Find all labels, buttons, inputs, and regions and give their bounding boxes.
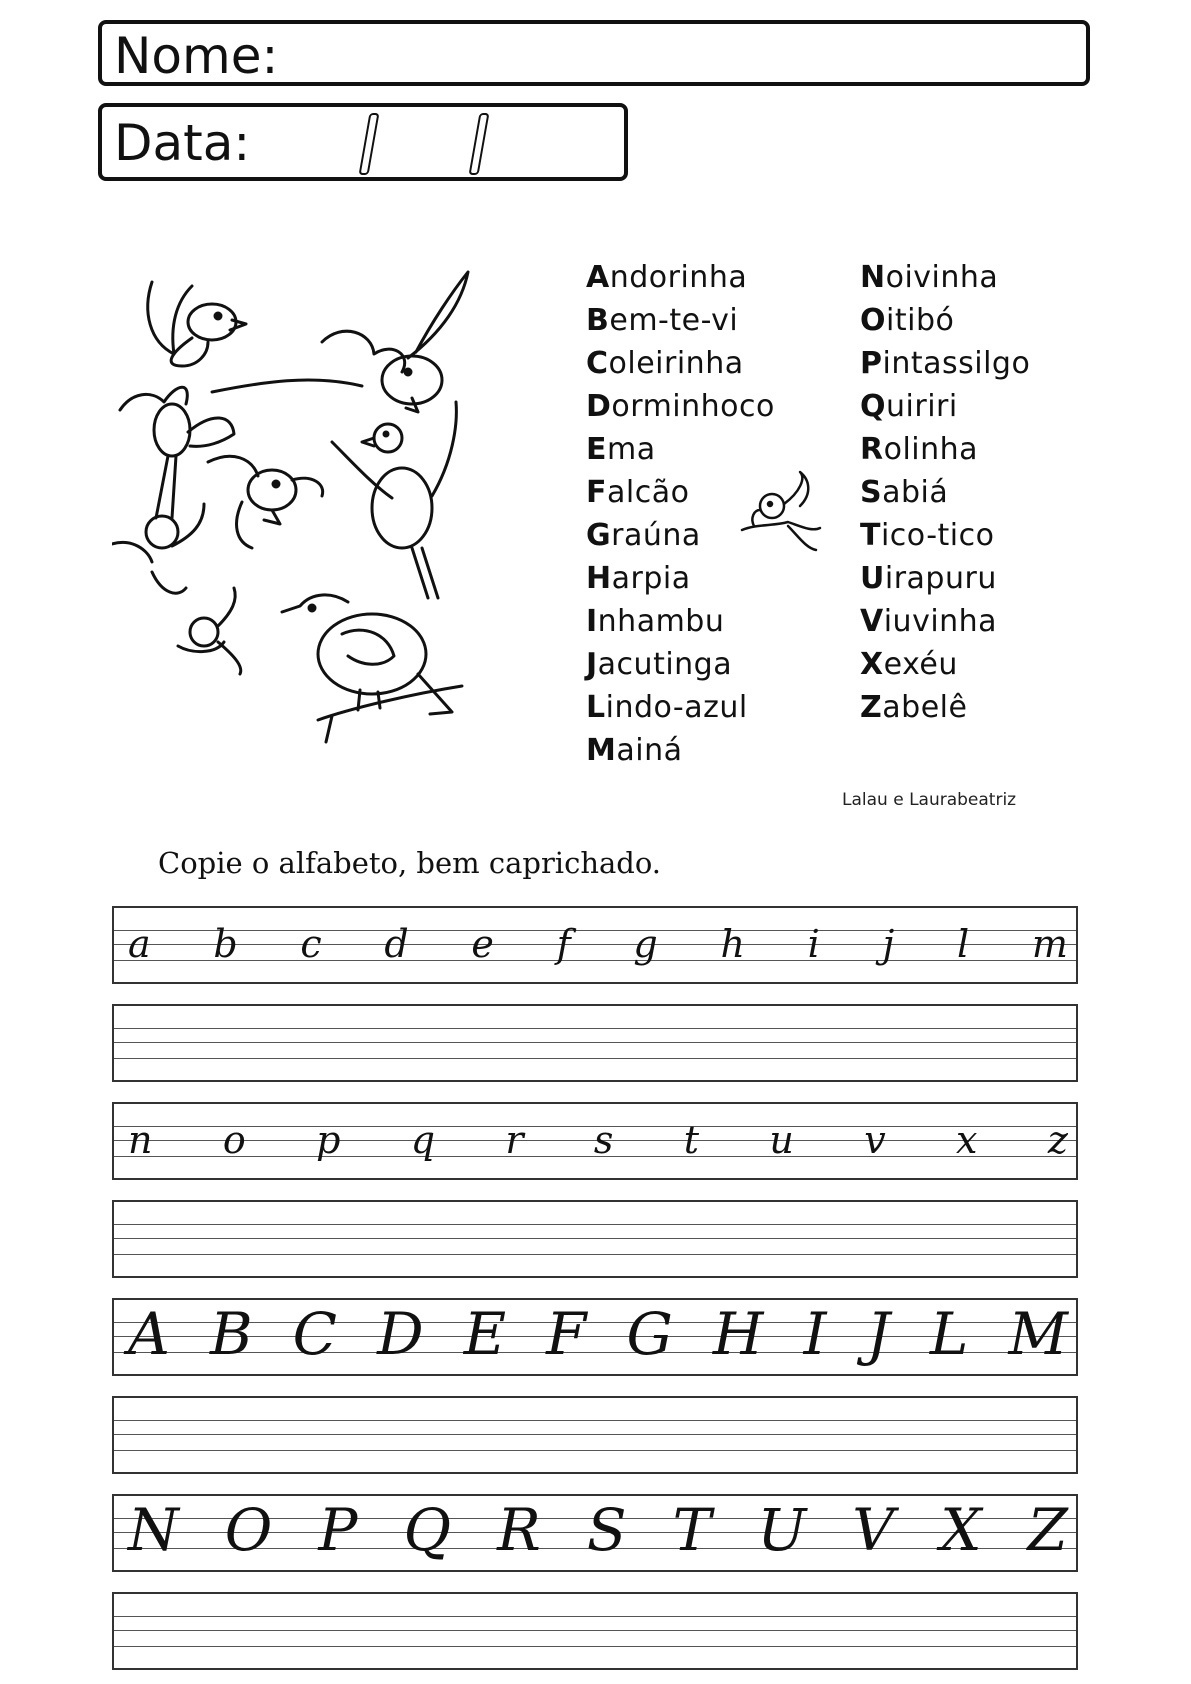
alphabet-letter: c: [300, 922, 322, 966]
alphabet-letter: h: [720, 922, 745, 966]
alphabet-letter: t: [683, 1118, 700, 1162]
bird-on-branch: [282, 595, 462, 742]
bird-left-middle: [120, 387, 234, 518]
date-label: Data:: [114, 114, 251, 172]
alphabet-upper-2: [128, 1496, 1068, 1574]
alphabet-letter: X: [940, 1496, 982, 1564]
bird-name: Ema: [586, 432, 656, 467]
alphabet-lower-1: [128, 908, 1068, 986]
bird-name: Oitibó: [860, 303, 955, 338]
bird-name: Quiriri: [860, 389, 958, 424]
practice-row-lower-2-copy[interactable]: [112, 1200, 1078, 1278]
alphabet-letter: j: [882, 922, 895, 966]
alphabet-letter: b: [213, 922, 238, 966]
alphabet-letter: g: [633, 922, 658, 966]
alphabet-letter: f: [556, 922, 571, 966]
alphabet-letter: L: [929, 1300, 969, 1368]
alphabet-letter: d: [384, 922, 409, 966]
bird-names-list-right: [860, 256, 1030, 729]
practice-row-lower-2-model: [112, 1102, 1078, 1180]
bird-top-flying: [212, 272, 468, 412]
alphabet-upper-1: [128, 1300, 1068, 1378]
date-separator-1: [359, 113, 380, 175]
alphabet-letter: B: [209, 1300, 253, 1368]
bird-top-left: [148, 282, 246, 366]
date-field[interactable]: [98, 103, 628, 181]
bird-name: Xexéu: [860, 647, 958, 682]
alphabet-letter: a: [128, 922, 151, 966]
instruction-text: Copie o alfabeto, bem caprichado.: [158, 846, 662, 880]
alphabet-letter: i: [807, 922, 820, 966]
birds-illustration: [112, 262, 512, 752]
bird-name: Andorinha: [586, 260, 748, 295]
bird-name: Inhambu: [586, 604, 725, 639]
alphabet-letter: A: [128, 1300, 170, 1368]
credit-text: Lalau e Laurabeatriz: [842, 790, 1017, 810]
alphabet-letter: P: [318, 1496, 358, 1564]
alphabet-letter: I: [803, 1300, 827, 1368]
alphabet-letter: u: [769, 1118, 794, 1162]
bird-name: Sabiá: [860, 475, 949, 510]
alphabet-letter: v: [864, 1118, 886, 1162]
alphabet-letter: H: [712, 1300, 764, 1368]
date-separator-2: [469, 113, 490, 175]
alphabet-letter: G: [626, 1300, 673, 1368]
bird-name: Harpia: [586, 561, 691, 596]
alphabet-letter: D: [377, 1300, 424, 1368]
bird-name: Falcão: [586, 475, 690, 510]
alphabet-letter: Z: [1027, 1496, 1068, 1564]
alphabet-letter: C: [292, 1300, 338, 1368]
alphabet-letter: z: [1047, 1118, 1068, 1162]
bird-name: Jacutinga: [586, 647, 733, 682]
bird-name: Rolinha: [860, 432, 979, 467]
practice-row-upper-1-model: [112, 1298, 1078, 1376]
bird-bottom-left: [112, 504, 204, 593]
alphabet-letter: m: [1031, 922, 1068, 966]
alphabet-letter: l: [956, 922, 970, 966]
name-label: Nome:: [114, 27, 279, 85]
alphabet-letter: r: [505, 1118, 524, 1162]
alphabet-letter: x: [956, 1118, 978, 1162]
bird-name: Graúna: [586, 518, 701, 553]
bird-name: Tico-tico: [860, 518, 995, 553]
bird-center-left: [208, 456, 323, 548]
alphabet-letter: n: [128, 1118, 153, 1162]
practice-row-lower-1-copy[interactable]: [112, 1004, 1078, 1082]
practice-row-upper-2-copy[interactable]: [112, 1592, 1078, 1670]
alphabet-letter: s: [593, 1118, 614, 1162]
alphabet-letter: U: [757, 1496, 807, 1564]
bird-name: Zabelê: [860, 690, 968, 725]
practice-row-lower-1-model: [112, 906, 1078, 984]
alphabet-letter: e: [471, 922, 494, 966]
bird-name: Viuvinha: [860, 604, 998, 639]
alphabet-letter: E: [463, 1300, 507, 1368]
alphabet-letter: p: [316, 1118, 341, 1162]
bird-right-dove: [332, 402, 456, 598]
bird-name: Mainá: [586, 733, 683, 768]
alphabet-letter: o: [222, 1118, 246, 1162]
bird-name: Dorminhoco: [586, 389, 775, 424]
alphabet-letter: V: [852, 1496, 895, 1564]
alphabet-letter: M: [1008, 1300, 1068, 1368]
small-bird-illustration: [734, 470, 830, 556]
bird-name: Uirapuru: [860, 561, 997, 596]
bird-name: Pintassilgo: [860, 346, 1031, 381]
alphabet-letter: R: [497, 1496, 541, 1564]
bird-name: Bem-te-vi: [586, 303, 739, 338]
name-field[interactable]: [98, 20, 1090, 86]
alphabet-letter: q: [410, 1118, 436, 1162]
bird-name: Noivinha: [860, 260, 999, 295]
practice-row-upper-1-copy[interactable]: [112, 1396, 1078, 1474]
practice-row-upper-2-model: [112, 1494, 1078, 1572]
alphabet-lower-2: [128, 1104, 1068, 1182]
alphabet-letter: F: [546, 1300, 587, 1368]
alphabet-letter: T: [672, 1496, 712, 1564]
bird-name: Coleirinha: [586, 346, 744, 381]
alphabet-letter: J: [866, 1300, 890, 1368]
bird-bottom-small: [178, 588, 241, 674]
bird-name: Lindo-azul: [586, 690, 748, 725]
alphabet-letter: Q: [403, 1496, 452, 1564]
alphabet-letter: S: [586, 1496, 627, 1564]
alphabet-letter: O: [224, 1496, 273, 1564]
alphabet-letter: N: [128, 1496, 179, 1564]
